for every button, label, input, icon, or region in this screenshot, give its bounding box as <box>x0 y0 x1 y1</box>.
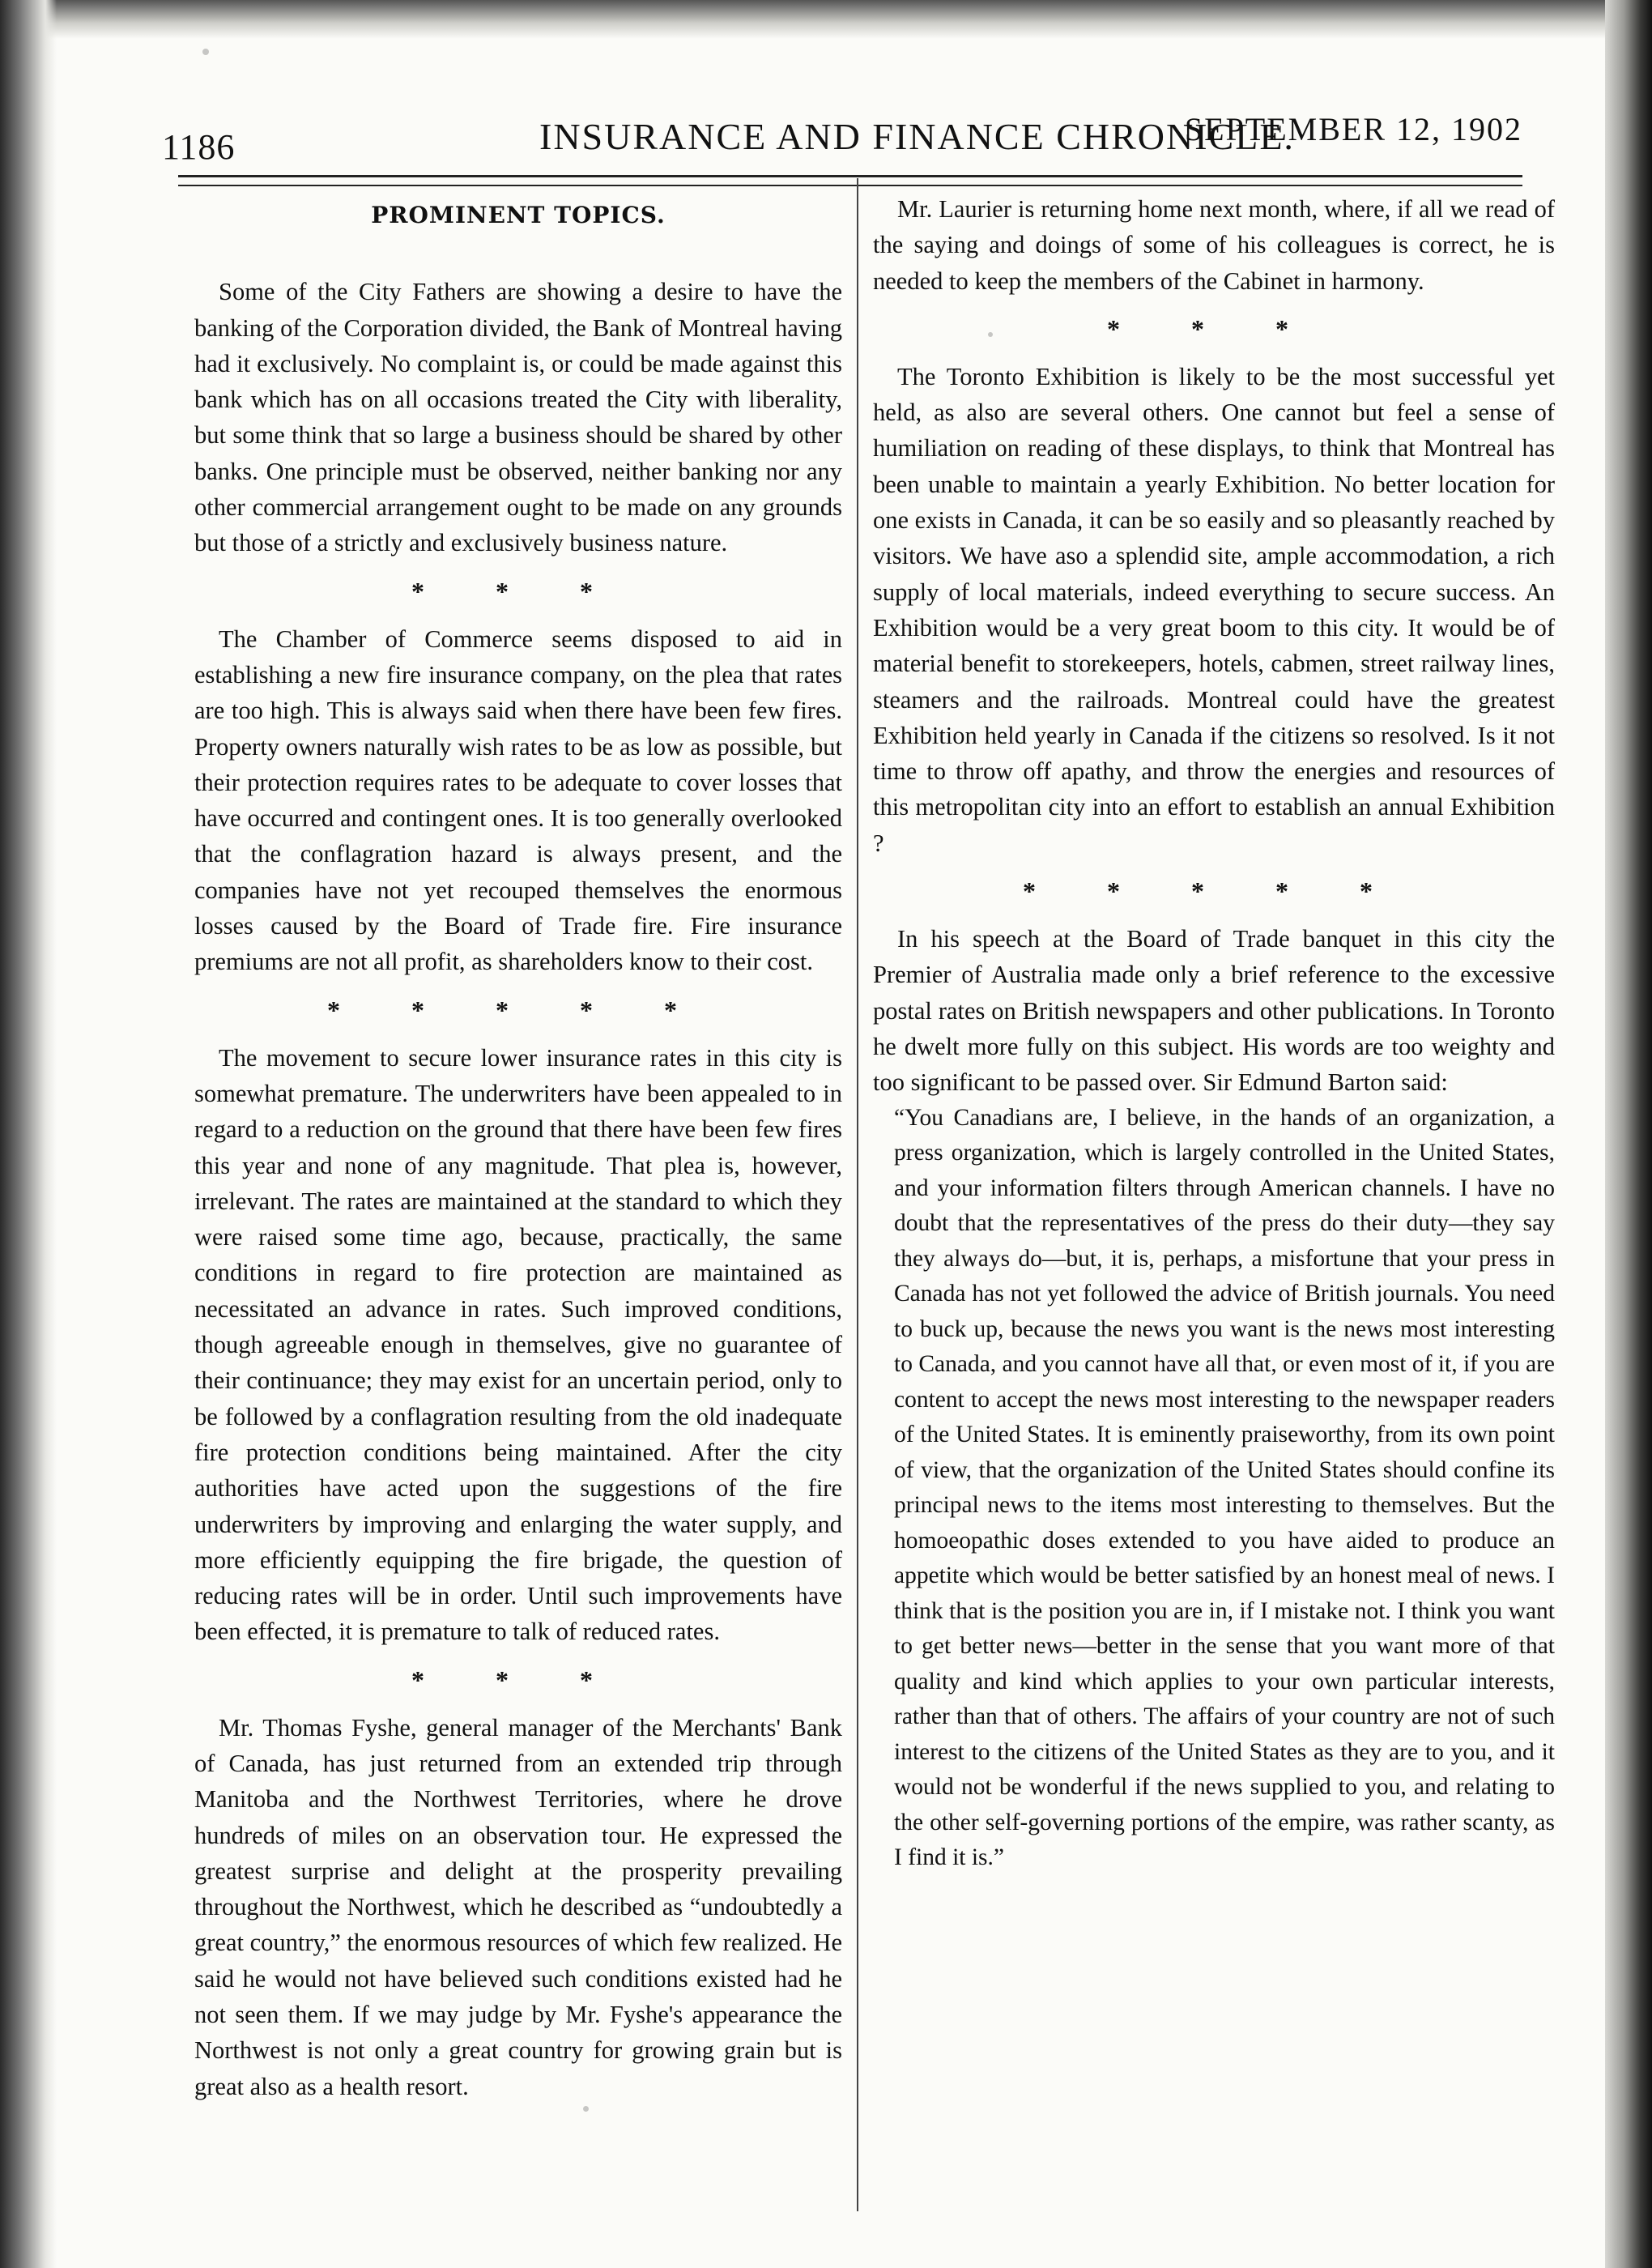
paper-speck <box>202 49 209 55</box>
binding-spine <box>1605 0 1652 2268</box>
article-insurance-rates: The movement to secure lower insurance rates in this city is somewhat premature. The underwriters have been appealed to in regard to a reduction on the ground that there have been few fires this year and none of any magnitude. That plea is, however, irrelevant. The rates are maintained at the standard to which they were raised some time ago, because, practically, the same conditions in regard to fire protection are maintained as necessitated an advance in rates. Such improved conditions, though agreeable enough in themselves, give no guarantee of their continuance; they may exist for an uncertain period, only to be followed by a conflagration resulting from the old inadequate fire protection conditions being maintained. After the city authorities have acted upon the suggestions of the fire underwriters by improving and enlarging the water supply, and more efficiently equipping the fire brigade, the question of reducing rates will be in order. Until such improvements have been effected, it is premature to talk of reduced rates. <box>194 1043 842 1646</box>
section-separator: * * * <box>411 1665 625 1695</box>
page-header <box>162 104 1522 168</box>
left-column <box>194 191 842 2104</box>
article-city-banking: Some of the City Fathers are showing a desire to have the banking of the Corporation divided, the Bank of Montreal having had it exclusively. No complaint is, or could be made against this bank which has on all occasions treated the City with liberality, but some think that so large a business should be shared by other banks. One principle must be observed, neither banking nor any other commercial arrangement ought to be made on any grounds but those of a strictly and exclusively business nature. <box>194 278 842 557</box>
article-premier-speech: In his speech at the Board of Trade banquet in this city the Premier of Australia made only a brief reference to the excessive postal rates on British newspapers and other publications. In Toronto he dwelt more fully on this subject. His words are too weighty and too significant to be passed over. Sir Edmund Barton said: <box>873 925 1555 1097</box>
section-separator: * * * <box>411 576 625 606</box>
page-number: 1186 <box>162 127 236 167</box>
section-separator: * * * * * <box>1023 876 1405 906</box>
page-left-edge <box>0 0 57 2268</box>
right-column <box>873 191 1555 1876</box>
article-laurier: Mr. Laurier is returning home next month, where, if all we read of the saying and doings of some of his colleagues is correct, he is needed to keep the members of the Cabinet in harmony. <box>873 195 1555 295</box>
article-thomas-fyshe: Mr. Thomas Fyshe, general manager of the Merchants' Bank of Canada, has just returned from an extended trip through Manitoba and the Northwest Territories, where he drove hundreds of miles on an observation tour. He expressed the greatest surprise and delight at the prosperity prevailing throughout the Northwest, which he described as “undoubtedly a great country,” the enormous resources of which few realized. He said he would not have believed such conditions existed had he not seen them. If we may judge by Mr. Fyshe's appearance the Northwest is not only a great country for growing grain but is great also as a health resort. <box>194 1713 842 2100</box>
article-chamber-of-commerce: The Chamber of Commerce seems disposed to aid in establishing a new fire insurance company, on the plea that rates are too high. This is always said when there have been few fires. Property owners naturally wish rates to be as low as possible, but their protection requires rates to be adequate to cover losses that have occurred and contingent ones. It is too generally overlooked that the conflagration hazard is always present, and the companies have not yet recouped themselves the enormous losses caused by the Board of Trade fire. Fire insurance premiums are not all profit, as shareholders know to their cost. <box>194 625 842 976</box>
header-rule-thick <box>178 175 1522 177</box>
paper-speck <box>988 332 993 337</box>
masthead-title: INSURANCE AND FINANCE CHRONICLE. <box>539 116 1295 157</box>
article-toronto-exhibition: The Toronto Exhibition is likely to be the most successful yet held, as also are several others. One cannot but feel a sense of humiliation on reading of these displays, to think that Montreal has been unable to maintain a yearly Exhibition. No better location for one exists in Canada, it can be so easily and so pleasantly reached by visitors. We have aso a splendid site, ample accommodation, a rich supply of local materials, indeed everything to secure success. An Exhibition would be a very great boom to this city. It would be of material benefit to storekeepers, hotels, cabmen, street railway lines, steamers and the railroads. Montreal could have the greatest Exhibition held yearly in Canada if the citizens so resolved. Is it not time to throw off apathy, and throw the energies and resources of this metropolitan city into an effort to establish an annual Exhibition ? <box>873 362 1555 857</box>
section-separator: * * * <box>1107 313 1321 343</box>
column-divider <box>857 178 858 2211</box>
section-heading: PROMINENT TOPICS. <box>371 202 666 228</box>
page-top-edge <box>0 0 1652 39</box>
barton-quote: “You Canadians are, I believe, in the hands of an organization, a press organization, which is largely controlled in the United States, and your information filters through American channels. I have no doubt that the representatives of the press do their duty—they say they always do—but, it is, perhaps, a misfortune that your press in Canada has not yet followed the advice of British journals. You need to buck up, because the news you want is the news most interesting to Canada, and you cannot have all that, or even most of it, if you are content to accept the news most interesting to the newspaper readers of the United States. It is eminently praiseworthy, from its own point of view, that the organization of the United States should confine its principal news to the items most interesting to themselves. But the homoeopathic doses extended to you have aided to produce an appetite which would be better satisfied by an honest meal of news. I think that is the position you are in, if I mistake not. I think you want to get better news—better in the sense that you want more of that quality and kind which applies to your own particular interests, rather than that of others. The affairs of your country are not of such interest to the citizens of the United States as they are to you, and it would not be wonderful if the news supplied to you, and relating to the other self-governing portions of the empire, was rather scanty, as I find it is.” <box>894 1104 1555 1871</box>
issue-date: SEPTEMBER 12, 1902 <box>1184 111 1522 147</box>
paper-speck <box>583 2106 589 2112</box>
section-separator: * * * * * <box>327 995 709 1025</box>
header-rule-thin <box>178 185 1522 186</box>
